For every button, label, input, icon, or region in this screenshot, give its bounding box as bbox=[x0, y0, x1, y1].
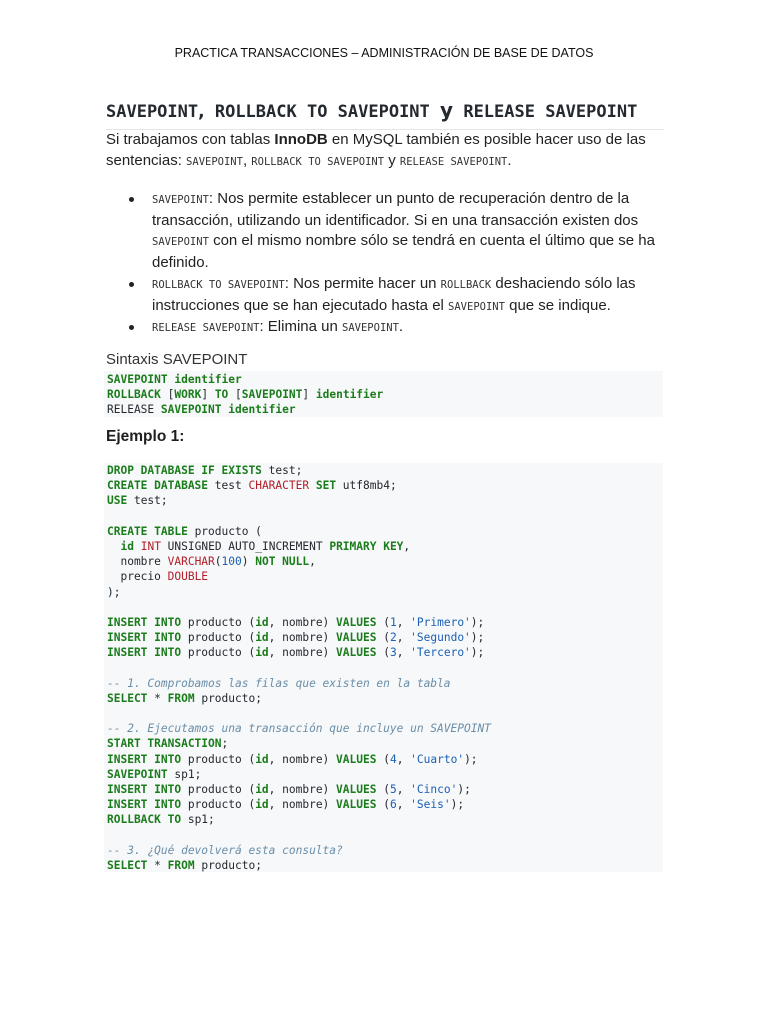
term-code: SAVEPOINT bbox=[152, 194, 209, 206]
code-token: TO bbox=[214, 388, 229, 401]
code-number: 5 bbox=[389, 782, 397, 796]
code-number: 1 bbox=[389, 615, 397, 629]
code-comment: -- 2. Ejecutamos una transacción que incluye un SAVEPOINT bbox=[107, 722, 491, 736]
code-line bbox=[107, 600, 663, 615]
code-line bbox=[107, 387, 663, 402]
code-line bbox=[107, 660, 663, 675]
code-number: 2 bbox=[389, 631, 397, 645]
intro-text: Si trabajamos con tablas bbox=[106, 131, 275, 148]
code-line: START TRANSACTION; bbox=[107, 737, 229, 751]
code-token: RELEASE bbox=[107, 403, 161, 416]
code-string: 'Tercero' bbox=[410, 646, 471, 660]
code-line: ); bbox=[107, 585, 121, 599]
code-line: INSERT INTO producto (id, nombre) VALUES (2, 'Segundo'); bbox=[107, 631, 485, 645]
title-y: y bbox=[440, 98, 454, 122]
code-line: precio DOUBLE bbox=[107, 570, 209, 584]
code-line bbox=[107, 372, 663, 387]
code-line: USE test; bbox=[107, 494, 168, 508]
syntax-label: Sintaxis SAVEPOINT bbox=[106, 351, 248, 368]
syntax-code-block bbox=[104, 371, 663, 417]
intro-text: y bbox=[384, 152, 400, 169]
code-token: [ bbox=[160, 388, 175, 401]
code-line: INSERT INTO producto (id, nombre) VALUES (3, 'Tercero'); bbox=[107, 646, 485, 660]
definition-list bbox=[106, 189, 666, 339]
list-item bbox=[106, 274, 666, 317]
title-savepoint: SAVEPOINT bbox=[106, 102, 199, 122]
code-string: 'Segundo' bbox=[410, 631, 471, 645]
list-item bbox=[106, 317, 666, 339]
code-token: SAVEPOINT bbox=[241, 388, 303, 401]
code-string: 'Cuarto' bbox=[410, 752, 465, 766]
item-text: que se indique. bbox=[504, 296, 611, 314]
page-header: PRACTICA TRANSACCIONES – ADMINISTRACIÓN DE BASE DE DATOS bbox=[174, 46, 594, 60]
code-token: ] bbox=[302, 388, 316, 401]
code-line: CREATE TABLE producto ( bbox=[107, 524, 262, 538]
title-release-savepoint: RELEASE SAVEPOINT bbox=[463, 102, 638, 122]
inline-code: SAVEPOINT bbox=[152, 236, 209, 249]
item-text: : Nos permite hacer un bbox=[284, 274, 441, 292]
item-text: deshaciendo sólo las instrucciones que se han ejecutado hasta el bbox=[152, 274, 636, 314]
code-token: identifier bbox=[315, 388, 384, 401]
code-line bbox=[107, 828, 663, 843]
intro-code: SAVEPOINT bbox=[186, 156, 243, 168]
term-code: RELEASE SAVEPOINT bbox=[152, 322, 260, 335]
intro-code: ROLLBACK TO SAVEPOINT bbox=[251, 156, 385, 168]
code-token: [ bbox=[228, 388, 242, 401]
code-line: INSERT INTO producto (id, nombre) VALUES (6, 'Seis'); bbox=[107, 798, 465, 812]
code-number: 3 bbox=[389, 646, 397, 660]
code-line: INSERT INTO producto (id, nombre) VALUES (5, 'Cinco'); bbox=[107, 782, 471, 796]
code-comment: -- 3. ¿Qué devolverá esta consulta? bbox=[107, 843, 343, 857]
code-token: SAVEPOINT identifier bbox=[107, 373, 242, 386]
code-line bbox=[107, 706, 663, 721]
inline-code: ROLLBACK bbox=[440, 278, 492, 291]
code-token: SAVEPOINT identifier bbox=[160, 403, 296, 416]
code-token: WORK bbox=[174, 388, 202, 401]
title-comma: , bbox=[198, 102, 205, 122]
code-token: ROLLBACK bbox=[107, 388, 161, 401]
example-code-block bbox=[104, 463, 663, 872]
inline-code: SAVEPOINT bbox=[342, 322, 399, 335]
section-title bbox=[106, 98, 664, 130]
code-line bbox=[107, 402, 663, 417]
intro-text: en MySQL también es posible hacer uso de las sentencias: bbox=[106, 131, 646, 169]
intro-text: , bbox=[242, 152, 252, 169]
code-line: ROLLBACK TO sp1; bbox=[107, 813, 215, 827]
item-text: : Elimina un bbox=[259, 318, 343, 336]
item-text: . bbox=[398, 318, 404, 336]
code-line: INSERT INTO producto (id, nombre) VALUES (1, 'Primero'); bbox=[107, 615, 485, 629]
code-line: INSERT INTO producto (id, nombre) VALUES (4, 'Cuarto'); bbox=[107, 752, 478, 766]
intro-paragraph bbox=[106, 129, 666, 173]
code-line bbox=[107, 721, 663, 736]
inline-code: SAVEPOINT bbox=[448, 300, 505, 313]
example-title: Ejemplo 1: bbox=[106, 428, 185, 445]
code-line: DROP DATABASE IF EXISTS test; bbox=[107, 464, 303, 477]
code-string: 'Cinco' bbox=[410, 782, 458, 796]
code-line: SELECT * FROM producto; bbox=[107, 691, 262, 705]
code-line: SELECT * FROM producto; bbox=[107, 858, 262, 872]
code-string: 'Seis' bbox=[410, 798, 451, 812]
code-line: id INT UNSIGNED AUTO_INCREMENT PRIMARY KEY, bbox=[120, 539, 411, 553]
code-number: 100 bbox=[221, 555, 242, 569]
code-line bbox=[107, 676, 663, 691]
code-line: SAVEPOINT sp1; bbox=[107, 767, 202, 781]
code-token: ] bbox=[201, 388, 215, 401]
code-line bbox=[107, 843, 663, 858]
code-line: CREATE DATABASE test CHARACTER SET utf8mb4; bbox=[107, 479, 397, 493]
term-code: ROLLBACK TO SAVEPOINT bbox=[152, 278, 285, 291]
code-comment: -- 1. Comprobamos las filas que existen en la tabla bbox=[107, 676, 451, 690]
title-rollback-to-savepoint: ROLLBACK TO SAVEPOINT bbox=[214, 102, 430, 122]
intro-innodb: InnoDB bbox=[274, 131, 328, 148]
code-string: 'Primero' bbox=[410, 615, 471, 629]
item-text: : Nos permite establecer un punto de recuperación dentro de la transacción, utilizando un identificador. Si en una transacción existen dos bbox=[152, 190, 639, 229]
intro-text: . bbox=[507, 152, 512, 169]
item-text: con el mismo nombre sólo se tendrá en cuenta el último que se ha definido. bbox=[152, 232, 655, 272]
code-number: 4 bbox=[389, 752, 397, 766]
code-number: 6 bbox=[389, 798, 397, 812]
list-item bbox=[106, 189, 666, 274]
intro-code: RELEASE SAVEPOINT bbox=[399, 156, 508, 168]
code-line: nombre VARCHAR(100) NOT NULL, bbox=[107, 555, 316, 569]
code-line bbox=[107, 509, 663, 524]
